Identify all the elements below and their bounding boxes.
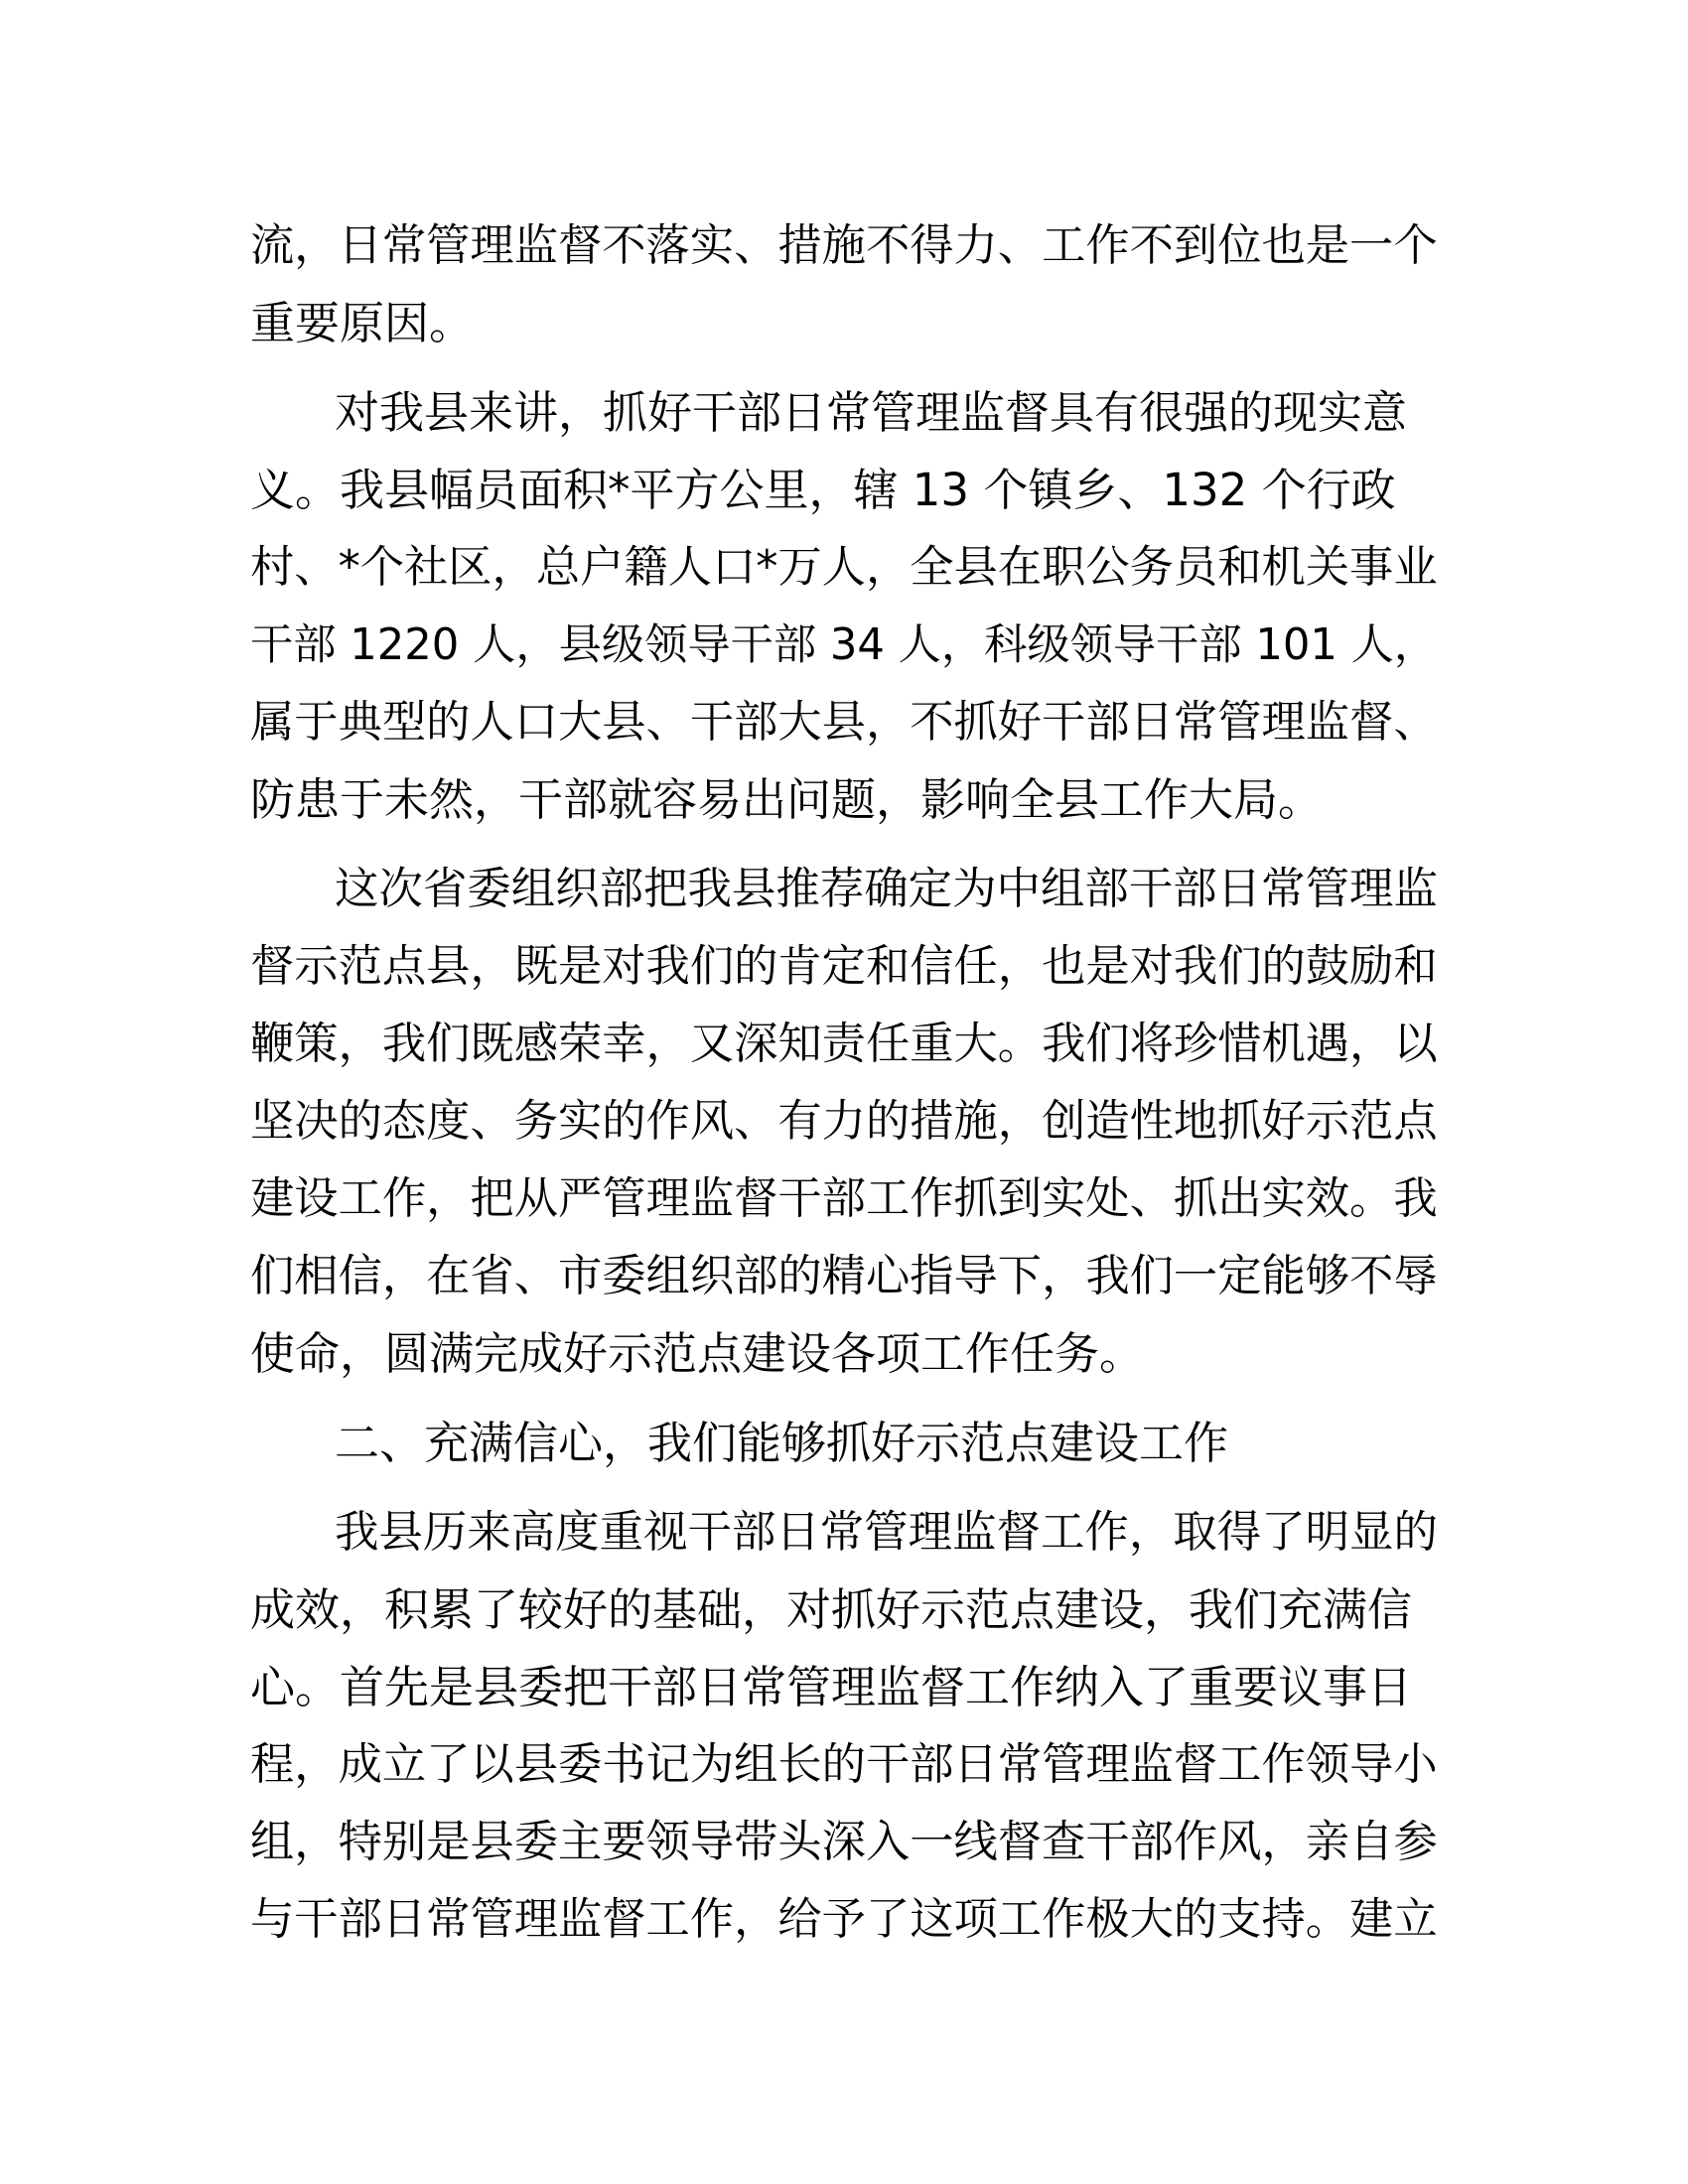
text-line: 鞭策，我们既感荣幸，又深知责任重大。我们将珍惜机遇，以 [250,1019,1438,1069]
text-line: 对我县来讲，抓好干部日常管理监督具有很强的现实意 [335,386,1408,439]
text-line: 们相信，在省、市委组织部的精心指导下，我们一定能够不辱 [250,1251,1438,1301]
text-line: 督示范点县，既是对我们的肯定和信任，也是对我们的鼓励和 [250,941,1438,992]
text-line: 坚决的态度、务实的作风、有力的措施，创造性地抓好示范点 [250,1096,1438,1147]
text-line: 属于典型的人口大县、干部大县，不抓好干部日常管理监督、 [250,697,1438,748]
text-line: 村、*个社区，总户籍人口*万人，全县在职公务员和机关事业 [250,542,1438,593]
text-line: 程，成立了以县委书记为组长的干部日常管理监督工作领导小 [250,1739,1438,1790]
text-line: 心。首先是县委把干部日常管理监督工作纳入了重要议事日 [250,1661,1413,1713]
text-line: 使命，圆满完成好示范点建设各项工作任务。 [250,1327,1145,1380]
text-line: 流，日常管理监督不落实、措施不得力、工作不到位也是一个 [250,220,1438,271]
text-line: 防患于未然，干部就容易出问题，影响全县工作大局。 [250,773,1324,826]
text-line: 组，特别是县委主要领导带头深入一线督查干部作风，亲自参 [250,1817,1438,1867]
text-line: 建设工作，把从严管理监督干部工作抓到实处、抓出实效。我 [250,1173,1438,1224]
text-line: 重要原因。 [250,297,475,349]
text-line: 我县历来高度重视干部日常管理监督工作，取得了明显的 [335,1507,1438,1558]
text-line: 与干部日常管理监督工作，给予了这项工作极大的支持。建立 [250,1894,1438,1945]
text-line: 义。我县幅员面积*平方公里，辖 13 个镇乡、132 个行政 [250,464,1396,516]
section-heading: 二、充满信心，我们能够抓好示范点建设工作 [335,1417,1229,1469]
text-line: 这次省委组织部把我县推荐确定为中组部干部日常管理监 [335,864,1438,914]
text-line: 成效，积累了较好的基础，对抓好示范点建设，我们充满信 [250,1583,1413,1636]
text-line: 干部 1220 人，县级领导干部 34 人，科级领导干部 101 人， [250,620,1438,670]
